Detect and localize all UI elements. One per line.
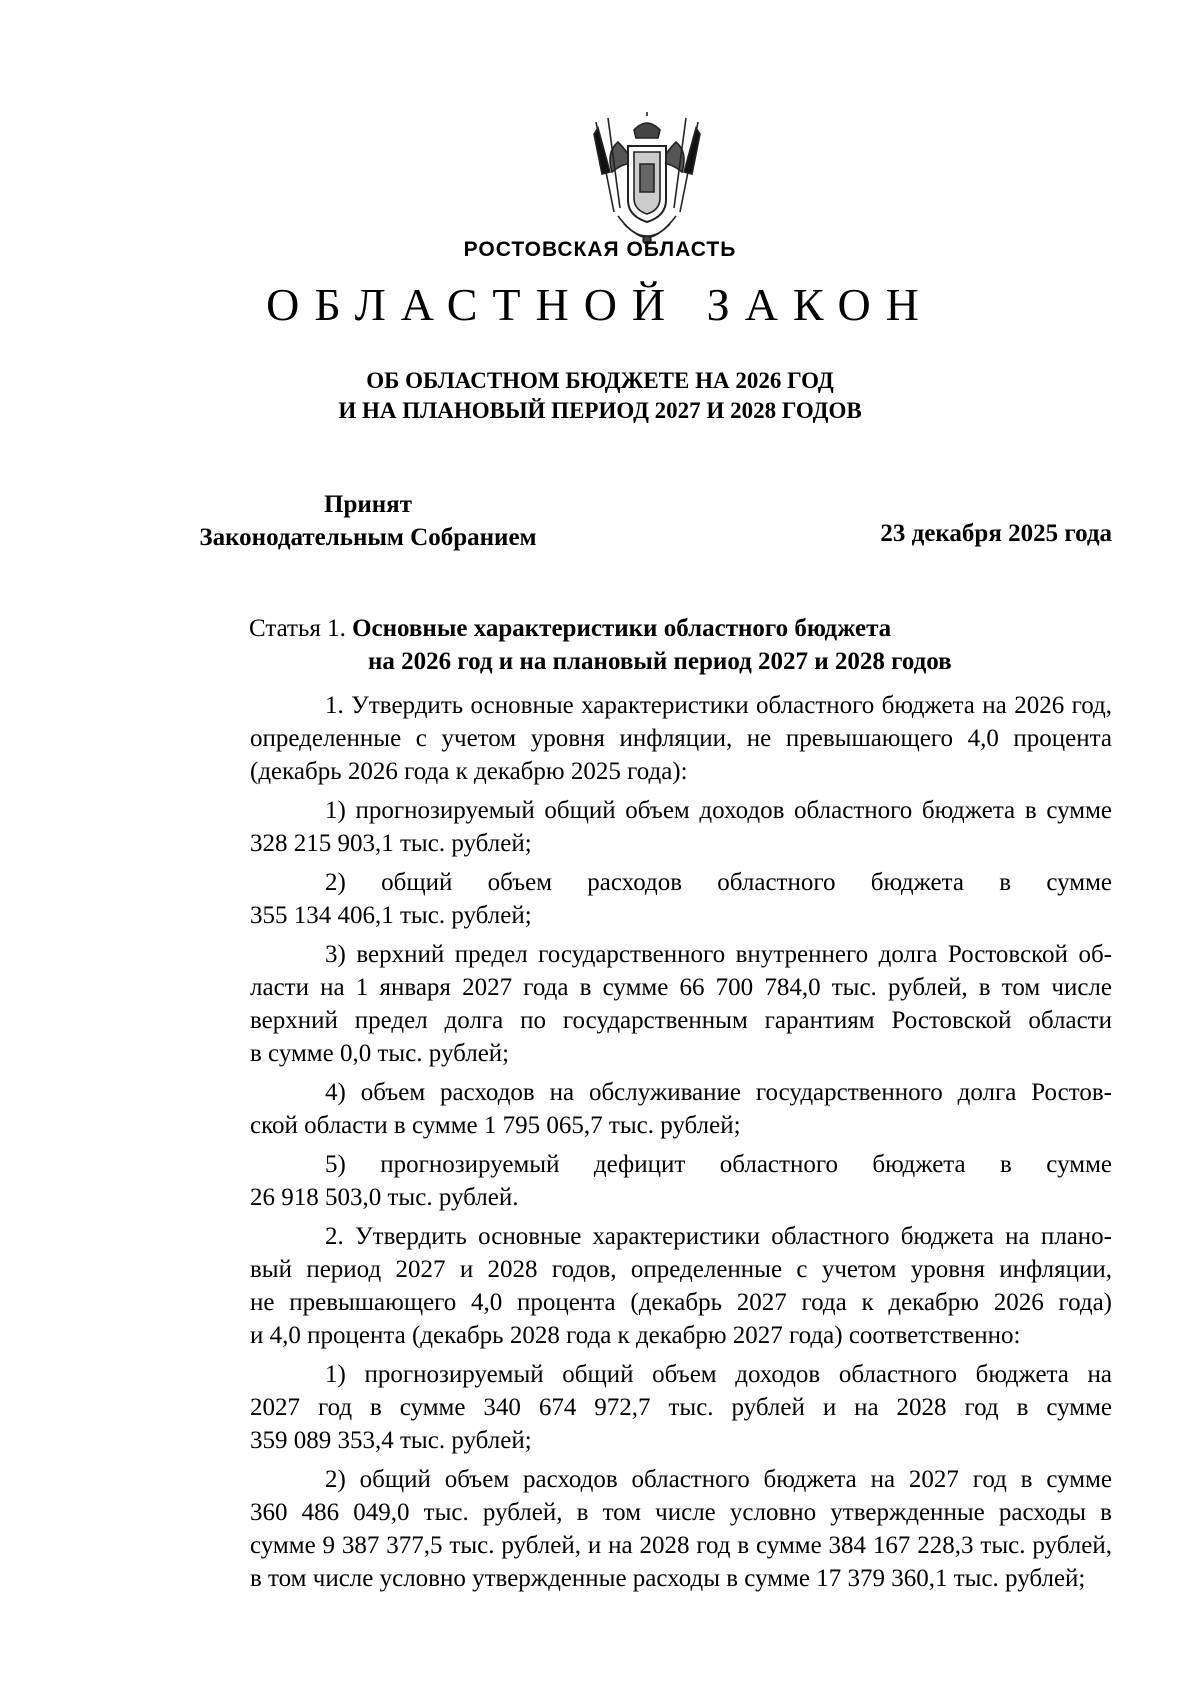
paragraph-9 xyxy=(175,1463,1112,1595)
paragraph-line: 2027 год в сумме 340 674 972,7 тыс. рублей и на 2028 год в сумме xyxy=(250,1394,1112,1421)
paragraph-line: 2) общий объем расходов областного бюджета в сумме xyxy=(325,869,1112,896)
paragraph-line: ской области в сумме 1 795 065,7 тыс. рублей; xyxy=(250,1112,741,1139)
region-name: РОСТОВСКАЯ ОБЛАСТЬ xyxy=(463,238,737,261)
law-subject-line-1: ОБ ОБЛАСТНОМ БЮДЖЕТЕ НА 2026 ГОД xyxy=(366,368,834,393)
article-title-line-1: Основные характеристики областного бюджета xyxy=(352,615,892,642)
law-title: ОБЛАСТНОЙ ЗАКОН xyxy=(266,279,934,330)
paragraph-line: (декабрь 2026 года к декабрю 2025 года): xyxy=(250,758,688,785)
paragraph-5 xyxy=(175,1076,1112,1142)
paragraph-line: 2. Утвердить основные характеристики областного бюджета на плано- xyxy=(325,1223,1112,1250)
paragraph-line: 1. Утвердить основные характеристики областного бюджета на 2026 год, xyxy=(325,692,1112,719)
paragraph-line: вый период 2027 и 2028 годов, определенные с учетом уровня инфляции, xyxy=(250,1256,1112,1283)
paragraph-4 xyxy=(175,938,1112,1070)
paragraph-line: 2) общий объем расходов областного бюджета на 2027 год в сумме xyxy=(325,1466,1112,1493)
paragraph-line: сумме 9 387 377,5 тыс. рублей, и на 2028 год в сумме 384 167 228,3 тыс. рублей, xyxy=(250,1532,1112,1559)
paragraph-line: ласти на 1 января 2027 года в сумме 66 700 784,0 тыс. рублей, в том числе xyxy=(250,974,1112,1001)
adopted-by xyxy=(178,488,558,554)
adopted-line-1: Принят xyxy=(324,491,412,518)
paragraph-line: 355 134 406,1 тыс. рублей; xyxy=(250,902,532,929)
paragraph-line: и 4,0 процента (декабрь 2028 года к декабрю 2027 года) соответственно: xyxy=(250,1322,1021,1349)
paragraph-line: в сумме 0,0 тыс. рублей; xyxy=(250,1040,510,1067)
article-label: Статья 1. xyxy=(249,615,346,642)
adopted-line-2: Законодательным Собранием xyxy=(199,524,537,551)
paragraph-line: определенные с учетом уровня инфляции, не превышающего 4,0 процента xyxy=(250,725,1112,752)
paragraph-line: в том числе условно утвержденные расходы в сумме 17 379 360,1 тыс. рублей; xyxy=(250,1565,1086,1592)
paragraph-line: 4) объем расходов на обслуживание государственного долга Ростов- xyxy=(325,1079,1112,1106)
article-body xyxy=(175,689,1112,1601)
adoption-date: 23 декабря 2025 года xyxy=(880,520,1112,547)
paragraph-2 xyxy=(175,794,1112,860)
paragraph-3 xyxy=(175,866,1112,932)
article-title-line-2: на 2026 год и на плановый период 2027 и 2028 годов xyxy=(368,648,952,675)
paragraph-line: верхний предел долга по государственным гарантиям Ростовской области xyxy=(250,1007,1112,1034)
paragraph-line: не превышающего 4,0 процента (декабрь 2027 года к декабрю 2026 года) xyxy=(250,1289,1112,1316)
paragraph-line: 1) прогнозируемый общий объем доходов областного бюджета в сумме xyxy=(325,797,1112,824)
law-subject xyxy=(0,366,1200,426)
paragraph-line: 328 215 903,1 тыс. рублей; xyxy=(250,830,532,857)
paragraph-line: 3) верхний предел государственного внутреннего долга Ростовской об- xyxy=(325,941,1112,968)
paragraph-8 xyxy=(175,1358,1112,1457)
paragraph-line: 1) прогнозируемый общий объем доходов областного бюджета на xyxy=(325,1361,1112,1388)
paragraph-line: 359 089 353,4 тыс. рублей; xyxy=(250,1427,532,1454)
paragraph-7 xyxy=(175,1220,1112,1352)
paragraph-line: 360 486 049,0 тыс. рублей, в том числе условно утвержденные расходы в xyxy=(250,1499,1112,1526)
paragraph-line: 5) прогнозируемый дефицит областного бюджета в сумме xyxy=(325,1151,1112,1178)
paragraph-line: 26 918 503,0 тыс. рублей. xyxy=(250,1184,519,1211)
article-heading xyxy=(249,612,952,678)
law-subject-line-2: И НА ПЛАНОВЫЙ ПЕРИОД 2027 И 2028 ГОДОВ xyxy=(338,398,862,423)
coat-of-arms-icon xyxy=(588,112,706,248)
paragraph-1 xyxy=(175,689,1112,788)
paragraph-6 xyxy=(175,1148,1112,1214)
